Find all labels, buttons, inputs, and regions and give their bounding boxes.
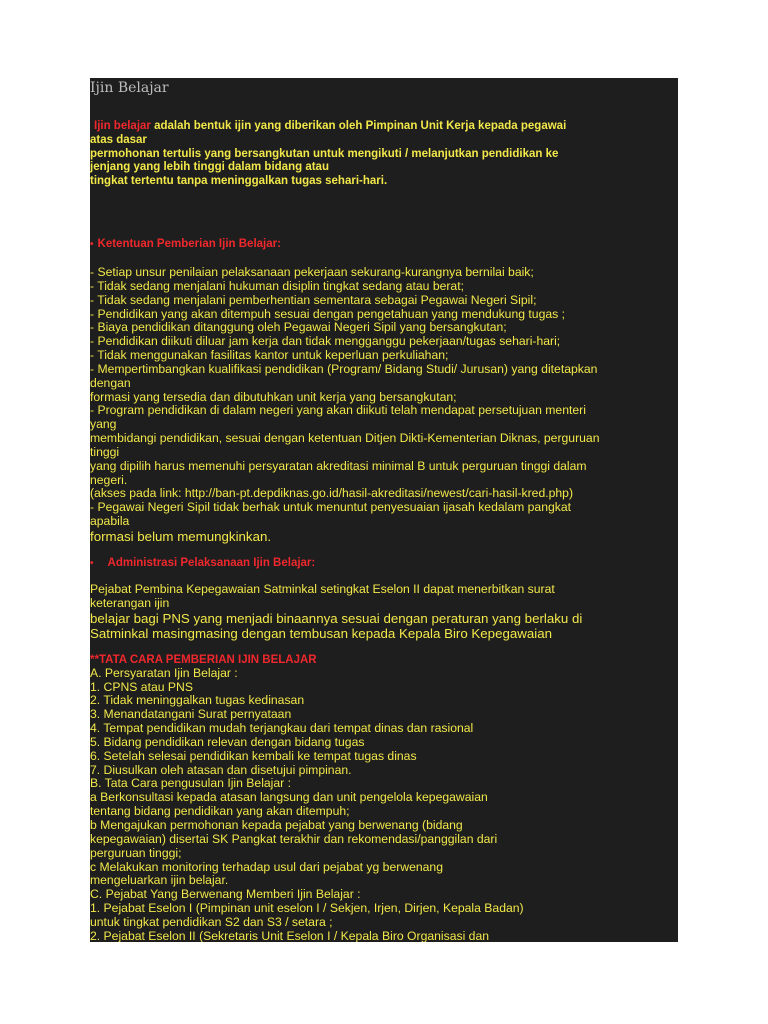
text-line: 1. CPNS atau PNS [90,679,193,694]
page-title: Ijin Belajar [90,80,169,96]
text-line: yang [90,417,117,432]
text-line: 7. Diusulkan oleh atasan dan disetujui pimpinan. [90,762,352,777]
text-line: C. Pejabat Yang Berwenang Memberi Ijin Belajar : [90,887,361,902]
bullet-icon: • [90,238,94,250]
ketentuan-list [90,266,670,529]
text-line: 6. Setelah selesai pendidikan kembali ke tempat tugas dinas [90,748,417,763]
text-line: - Tidak sedang menjalani hukuman disiplin tingkat sedang atau berat; [90,278,464,293]
text-line: - Setiap unsur penilaian pelaksanaan pekerjaan sekurang-kurangnya bernilai baik; [90,264,534,279]
text-line: - Tidak menggunakan fasilitas kantor untuk keperluan perkuliahan; [90,348,449,363]
text-line: Satminkal masingmasing dengan tembusan kepada Kepala Biro Kepegawaian [90,625,552,641]
text-line: tinggi [90,444,120,459]
text-line: jenjang yang lebih tinggi dalam bidang atau [90,161,329,174]
spacer [90,189,670,237]
intro-line-1: Ijin belajar adalah bentuk ijin yang diberikan oleh Pimpinan Unit Kerja kepada pegawai [94,120,567,132]
text-line: 1. Pejabat Eselon I (Pimpinan unit eselon I / Sekjen, Irjen, Dirjen, Kepala Badan) [90,901,524,916]
text-line: - Pendidikan diikuti diluar jam kerja dan tidak mengganggu pekerjaan/tugas sehari-hari; [90,334,561,349]
intro-lines [90,134,670,189]
section-heading-tata-cara: **TATA CARA PEMBERIAN IJIN BELAJAR [90,653,317,666]
text-line: a Berkonsultasi kepada atasan langsung dan unit pengelola kepegawaian [90,790,488,805]
text-line: keterangan ijin [90,595,170,610]
list-item: formasi belum memungkinkan. [90,529,272,545]
section-heading-ketentuan: • Ketentuan Pemberian Ijin Belajar: [90,237,281,250]
intro-paragraph [94,120,670,134]
text-line: kepegawaian) disertai SK Pangkat terakhir dan rekomendasi/panggilan dari [90,831,498,846]
text-line: apabila [90,514,130,529]
text-line: formasi yang tersedia dan dibutuhkan unit kerja yang bersangkutan; [90,389,457,404]
text-line: 4. Tempat pendidikan mudah terjangkau dari tempat dinas dan rasional [90,721,474,736]
text-line: - Program pendidikan di dalam negeri yang akan diikuti telah mendapat persetujuan menteri [90,403,586,418]
text-line: 3. Menandatangani Surat pernyataan [90,707,292,722]
document-page [90,78,678,942]
text-line: yang dipilih harus memenuhi persyaratan akreditasi minimal B untuk perguruan tinggi dalam [90,458,587,473]
text-line: - Pegawai Negeri Sipil tidak berhak untuk menuntut penyesuaian ijasah kedalam pangkat [90,500,572,515]
text-line: tentang bidang pendidikan yang akan ditempuh; [90,804,350,819]
ketentuan-last [90,529,670,544]
text-line: untuk tingkat pendidikan S2 dan S3 / setara ; [90,914,333,929]
text-line: 5. Bidang pendidikan relevan dengan bidang tugas [90,734,365,749]
text-line: b Mengajukan permohonan kepada pejabat yang berwenang (bidang [90,817,463,832]
text-line: belajar bagi PNS yang menjadi binaannya sesuai dengan peraturan yang berlaku di [90,610,583,626]
document-body [90,120,670,942]
spacer [90,252,670,266]
text-line: A. Persyaratan Ijin Belajar : [90,665,238,680]
text-line: mengeluarkan ijin belajar. [90,873,229,888]
text-line: - Biaya pendidikan ditanggung oleh Pegawai Negeri Sipil yang bersangkutan; [90,320,507,335]
text-line: perguruan tinggi; [90,845,182,860]
intro-term: Ijin belajar [94,120,151,132]
text-line: tingkat tertentu tanpa meninggalkan tugas sehari-hari. [90,175,388,188]
spacer [90,544,670,556]
text-line: - Tidak sedang menjalani pemberhentian sementara sebagai Pegawai Negeri Sipil; [90,292,537,307]
administrasi-text [90,583,670,611]
text-line: dengan [90,375,131,390]
text-line: Pejabat Pembina Kepegawaian Satminkal setingkat Eselon II dapat menerbitkan surat [90,582,555,597]
text-line: - Pendidikan yang akan ditempuh sesuai dengan pengetahuan yang mendukung tugas ; [90,306,565,321]
text-line: atas dasar [90,133,147,146]
text-line: c Melakukan monitoring terhadap usul dari pejabat yg berwenang [90,859,443,874]
text-line: B. Tata Cara pengusulan Ijin Belajar : [90,776,291,791]
spacer [90,641,670,653]
text-line: 2. Pejabat Eselon II (Sekretaris Unit Eselon I / Kepala Biro Organisasi dan [90,928,490,942]
text-line: - Mempertimbangkan kualifikasi pendidikan (Program/ Bidang Studi/ Jurusan) yang ditetapkan [90,361,598,376]
text-line: negeri. [90,472,128,487]
text-line: 2. Tidak meninggalkan tugas kedinasan [90,693,305,708]
tata-cara-list [90,667,670,942]
text-line: permohonan tertulis yang bersangkutan untuk mengikuti / melanjutkan pendidikan ke [90,147,559,160]
text-line: membidangi pendidikan, sesuai dengan ketentuan Ditjen Dikti-Kementerian Diknas, perguruan [90,431,600,446]
text-line: (akses pada link: http://ban-pt.depdiknas.go.id/hasil-akreditasi/newest/cari-hasil-kred.php) [90,486,574,501]
bullet-icon: • [90,558,94,570]
section-heading-administrasi: • Administrasi Pelaksanaan Ijin Belajar: [90,557,316,570]
administrasi-big-text [90,611,670,641]
